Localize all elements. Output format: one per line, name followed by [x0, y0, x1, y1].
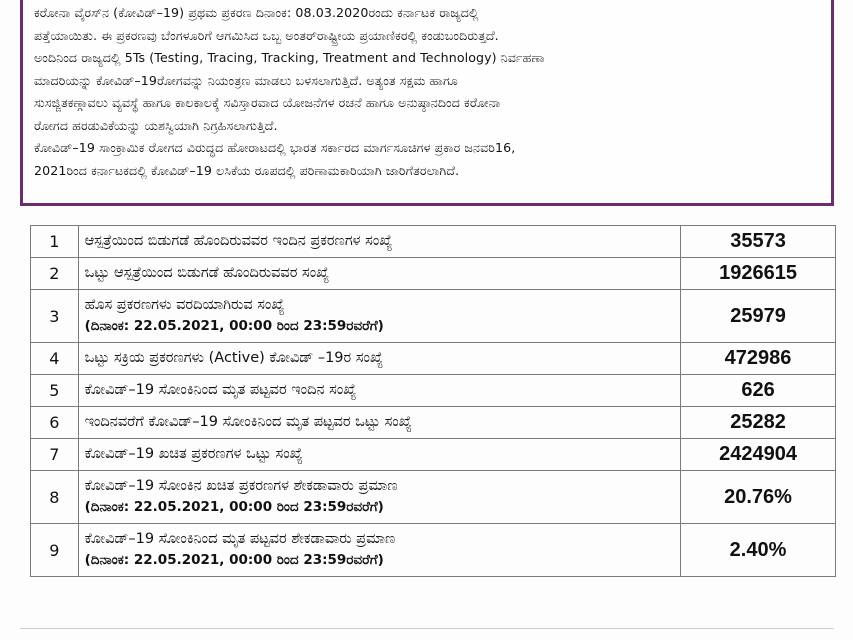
table-row: [31, 471, 836, 524]
table-row: [31, 290, 836, 343]
row-number: 2: [31, 258, 79, 290]
intro-line: ಸುಸಜ್ಜಿತಕಣ್ಗಾವಲು ವ್ಯವಸ್ಥೆ ಹಾಗೂ ಕಾಲಕಾಲಕ್ಕೆ ಸವಿಸ್ತಾರವಾದ ಯೋಜನೆಗಳ ರಚನೆ ಹಾಗೂ ಅನುಷ್ಠಾನದಿಂದ ಕರೋನಾ: [34, 95, 501, 110]
row-value: 626: [681, 375, 836, 407]
row-label-text: ಒಟ್ಟು ಆಸ್ಪತ್ರೆಯಿಂದ ಬಿಡುಗಡೆ ಹೊಂದಿರುವವರ ಸಂಖ್ಯೆ: [84, 265, 330, 281]
table-row: [31, 407, 836, 439]
table-row: [31, 524, 836, 577]
row-value: 1926615: [681, 258, 836, 290]
row-date-range: (ದಿನಾಂಕ: 22.05.2021, 00:00 ರಿಂದ 23:59ರವರೆಗೆ): [84, 499, 384, 515]
row-number: 6: [31, 407, 79, 439]
row-number: 4: [31, 343, 79, 375]
bottom-divider: [20, 628, 834, 629]
row-value: 2424904: [681, 439, 836, 471]
intro-paragraphs: [34, 2, 826, 182]
table-row: [31, 226, 836, 258]
row-value: 25979: [681, 290, 836, 343]
row-label-text: ಹೊಸ ಪ್ರಕರಣಗಳು ವರದಿಯಾಗಿರುವ ಸಂಖ್ಯೆ: [84, 297, 285, 313]
row-number: 3: [31, 290, 79, 343]
intro-line: ರೋಗದ ಹರಡುವಿಕೆಯನ್ನು ಯಶಸ್ವಿಯಾಗಿ ನಿಗ್ರಹಿಸಲಾಗುತ್ತಿದೆ.: [34, 117, 278, 133]
row-label: [78, 439, 680, 471]
intro-line: 2021ರಿಂದ ಕರ್ನಾಟಕದಲ್ಲಿ ಕೋವಿಡ್–19 ಲಸಿಕೆಯ ರೂಪದಲ್ಲಿ ಪರಿಣಾಮಕಾರಿಯಾಗಿ ಜಾರಿಗೆತರಲಾಗಿದೆ.: [34, 162, 460, 178]
row-number: 1: [31, 226, 79, 258]
row-label-text: ಆಸ್ಪತ್ರೆಯಿಂದ ಬಿಡುಗಡೆ ಹೊಂದಿರುವವರ ಇಂದಿನ ಪ್ರಕರಣಗಳ ಸಂಖ್ಯೆ: [84, 233, 393, 249]
row-date-range: (ದಿನಾಂಕ: 22.05.2021, 00:00 ರಿಂದ 23:59ರವರೆಗೆ): [84, 318, 384, 334]
row-number: 8: [31, 471, 79, 524]
row-label-text: ಒಟ್ಟು ಸಕ್ರಿಯ ಪ್ರಕರಣಗಳು (Active) ಕೋವಿಡ್ –19ರ ಸಂಖ್ಯೆ: [84, 350, 384, 366]
row-label: [78, 226, 680, 258]
row-value: 2.40%: [681, 524, 836, 577]
row-value: 35573: [681, 226, 836, 258]
row-label-text: ಕೋವಿಡ್–19 ಸೋಂಕಿನಿಂದ ಮೃತ ಪಟ್ಟವರ ಶೇಕಡಾವಾರು ಪ್ರಮಾಣ: [84, 531, 396, 547]
intro-line: ಕೋವಿಡ್–19 ಸಾಂಕ್ರಾಮಿಕ ರೋಗದ ವಿರುದ್ಧದ ಹೋರಾಟದಲ್ಲಿ ಭಾರತ ಸರ್ಕಾರದ ಮಾರ್ಗಸೂಚಿಗಳ ಪ್ರಕಾರ ಜನವರಿ16,: [34, 140, 516, 155]
row-value: 20.76%: [681, 471, 836, 524]
table-row: [31, 375, 836, 407]
table-row: [31, 439, 836, 471]
intro-line: ಪತ್ತೆಯಾಯಿತು. ಈ ಪ್ರಕರಣವು ಬೆಂಗಳೂರಿಗೆ ಆಗಮಿಸಿದ ಒಬ್ಬ ಅಂತರ್‌ರಾಷ್ಟ್ರೀಯ ಪ್ರಯಾಣಿಕರಲ್ಲಿ ಕಂಡುಬಂದಿರುತ್ತದೆ.: [34, 27, 499, 43]
row-label: [78, 407, 680, 439]
row-label-text: ಇಂದಿನವರೆಗೆ ಕೋವಿಡ್–19 ಸೋಂಕಿನಿಂದ ಮೃತ ಪಟ್ಟವರ ಒಟ್ಟು ಸಂಖ್ಯೆ: [84, 414, 412, 430]
row-label: [78, 471, 680, 524]
intro-line: ಕರೋನಾ ವೈರಸ್‌ನ (ಕೋವಿಡ್–19) ಪ್ರಥಮ ಪ್ರಕರಣ ದಿನಾಂಕ: 08.03.2020ರಂದು ಕರ್ನಾಟಕ ರಾಜ್ಯದಲ್ಲಿ: [34, 5, 479, 20]
row-number: 9: [31, 524, 79, 577]
intro-line: ಮಾದರಿಯನ್ನು ಕೋವಿಡ್–19ರೋಗವನ್ನು ನಿಯಂತ್ರಣ ಮಾಡಲು ಬಳಸಲಾಗುತ್ತಿದೆ. ಅತ್ಯಂತ ಸಕ್ಷಮ ಹಾಗೂ: [34, 72, 458, 88]
row-label: [78, 290, 680, 343]
row-label: [78, 524, 680, 577]
row-label: [78, 343, 680, 375]
row-number: 7: [31, 439, 79, 471]
row-value: 472986: [681, 343, 836, 375]
row-date-range: (ದಿನಾಂಕ: 22.05.2021, 00:00 ರಿಂದ 23:59ರವರೆಗೆ): [84, 552, 384, 568]
table-row: [31, 258, 836, 290]
row-number: 5: [31, 375, 79, 407]
row-value: 25282: [681, 407, 836, 439]
row-label: [78, 258, 680, 290]
table-row: [31, 343, 836, 375]
row-label-text: ಕೋವಿಡ್–19 ಸೋಂಕಿನ ಖಚಿತ ಪ್ರಕರಣಗಳ ಶೇಕಡಾವಾರು ಪ್ರಮಾಣ: [84, 478, 398, 494]
row-label-text: ಕೋವಿಡ್–19 ಖಚಿತ ಪ್ರಕರಣಗಳ ಒಟ್ಟು ಸಂಖ್ಯೆ: [84, 446, 303, 462]
intro-line: ಅಂದಿನಿಂದ ರಾಜ್ಯದಲ್ಲಿ 5Ts (Testing, Tracing, Tracking, Treatment and Technology) ನಿರ್ವಹಣಾ: [34, 50, 545, 65]
row-label: [78, 375, 680, 407]
row-label-text: ಕೋವಿಡ್–19 ಸೋಂಕಿನಿಂದ ಮೃತ ಪಟ್ಟವರ ಇಂದಿನ ಸಂಖ್ಯೆ: [84, 382, 357, 398]
covid-stats-table: [30, 225, 836, 577]
